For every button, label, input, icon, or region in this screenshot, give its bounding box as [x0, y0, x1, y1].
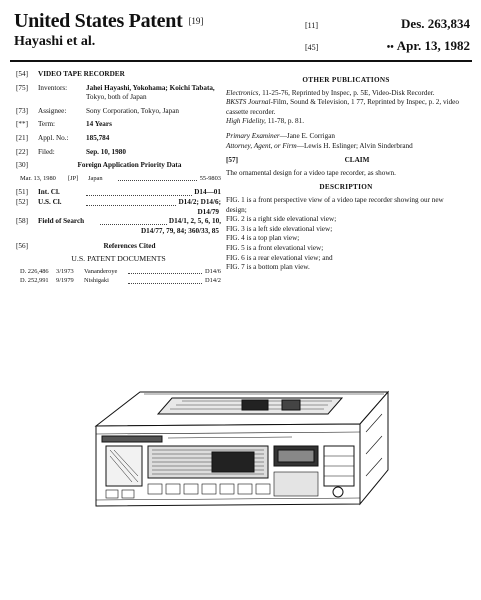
publication-3: High Fidelity, 11-78, p. 81. — [226, 117, 305, 126]
inventors-short: Hayashi et al. — [14, 34, 96, 49]
fig-description: FIG. 6 is a rear elevational view; and — [226, 253, 333, 262]
fig-description: FIG. 4 is a top plan view; — [226, 234, 300, 243]
int-cl-row: [51] Int. Cl. D14—01 — [16, 188, 221, 197]
fig-description: FIG. 5 is a front elevational view; — [226, 243, 324, 252]
appl-field: [21] Appl. No.: 185,784 — [16, 134, 221, 144]
field-of-search-row: [58] Field of Search D14/1, 2, 5, 6, 10, — [16, 217, 221, 226]
references-header: [56] References Cited — [16, 242, 221, 252]
title-field: [54] VIDEO TAPE RECORDER — [16, 70, 221, 80]
claim-text: The ornamental design for a video tape recorder, as shown. — [226, 168, 396, 177]
foreign-priority-field: [30] Foreign Application Priority Data — [16, 161, 221, 171]
claim-header: [57] CLAIM — [226, 156, 466, 166]
patent-date: Apr. 13, 1982 — [396, 38, 470, 53]
filed-field: [22] Filed: Sep. 10, 1980 — [16, 148, 221, 158]
date-prefix: •• — [386, 42, 394, 53]
patent-number-code: [11] — [305, 21, 319, 30]
right-column — [226, 76, 466, 273]
description-title: DESCRIPTION — [319, 183, 373, 192]
date-code: [45] — [305, 43, 319, 52]
patent-title: United States Patent — [14, 10, 183, 32]
title-code: [19] — [188, 16, 204, 26]
term-value: 14 Years — [86, 120, 112, 129]
primary-examiner: Primary Examiner—Jane E. Corrigan — [226, 131, 335, 140]
fig-description: FIG. 1 is a front perspective view of a video tape recorder showing our new design; — [226, 195, 444, 214]
reference-row: D. 252,991 9/1979 Nishigaki D14/2 — [20, 277, 221, 285]
attorney: Attorney, Agent, or Firm—Lewis H. Eslinger; Alvin Sinderbrand — [226, 141, 413, 150]
patent-header-right — [305, 14, 470, 58]
appl-value: 185,784 — [86, 133, 110, 142]
filed-value: Sep. 10, 1980 — [86, 147, 126, 156]
patent-number: Des. 263,834 — [401, 16, 470, 31]
other-publications-title: OTHER PUBLICATIONS — [302, 76, 390, 84]
fig-description: FIG. 7 is a bottom plan view. — [226, 263, 310, 272]
assignee-value: Sony Corporation, Tokyo, Japan — [86, 106, 179, 115]
int-cl-value: D14—01 — [194, 188, 221, 197]
invention-title: VIDEO TAPE RECORDER — [38, 70, 125, 78]
vcr-drawing — [92, 384, 390, 509]
header-rule — [10, 60, 472, 62]
us-cl-value: D14/2; D14/6; — [178, 197, 221, 206]
assignee-field: [73] Assignee: Sony Corporation, Tokyo, Japan — [16, 107, 221, 117]
foreign-priority-row: Mar. 13, 1980 [JP] Japan 55-9803 — [20, 174, 221, 182]
inventor-names: Jahei Hayashi, Yokohama; Koichi Tabata, — [86, 83, 215, 92]
us-patent-documents-title: U.S. PATENT DOCUMENTS — [71, 253, 166, 263]
reference-row: D. 226,486 3/1973 Vananderoye D14/6 — [20, 267, 221, 275]
claim-title: CLAIM — [344, 156, 370, 165]
publication-2: BKSTS Journal-Film, Sound & Television, 1 77, Reprinted by Inspec, p. 2, video cassette recorder. — [226, 98, 459, 116]
fig-description: FIG. 3 is a left side elevational view; — [226, 224, 333, 233]
fig-description: FIG. 2 is a right side elevational view; — [226, 215, 337, 224]
publication-1: Electronics, 11-25-76, Reprinted by Inspec, p. 5E, Video-Disk Recorder. — [226, 88, 435, 97]
us-cl-row: [52] U.S. Cl. D14/2; D14/6; — [16, 197, 221, 206]
field-of-search-value: D14/1, 2, 5, 6, 10, — [168, 217, 221, 226]
inventors-field: [75] Inventors: Jahei Hayashi, Yokohama; Koichi Tabata, Tokyo, both of Japan — [16, 83, 215, 102]
references-title: References Cited — [103, 242, 156, 251]
patent-header-left — [14, 10, 203, 50]
foreign-priority-title: Foreign Application Priority Data — [77, 161, 182, 170]
term-field: [**] Term: 14 Years — [16, 120, 221, 130]
left-column: [54] VIDEO TAPE RECORDER [75] Inventors: Jahei Hayashi, Yokohama; Koichi Tabata, Tokyo, both of Japan [73] Assignee: Sony Corporation, Tokyo, Japan [**] Term: 14 Years [21] Appl. No.: 185,784 [22] Filed: Sep. 10, 1980 [30] Foreign Application Priority Data Mar. 13, 1980 [JP] Japan 55-9803 [51] Int. Cl. D14—01 [52] U.S. Cl. D14/2; D14/6; D14/79 [58] Field of Search D14/1, 2, 5, 6, 10, D14/77, 79, 84; 360/33, 85 [56] References Cited U.S. PATENT DOCUMENTS D. 226,486 3/1973 Vananderoye D14/6 D. 252,991 9/1979 Nishigaki D14/2 — [16, 70, 221, 285]
